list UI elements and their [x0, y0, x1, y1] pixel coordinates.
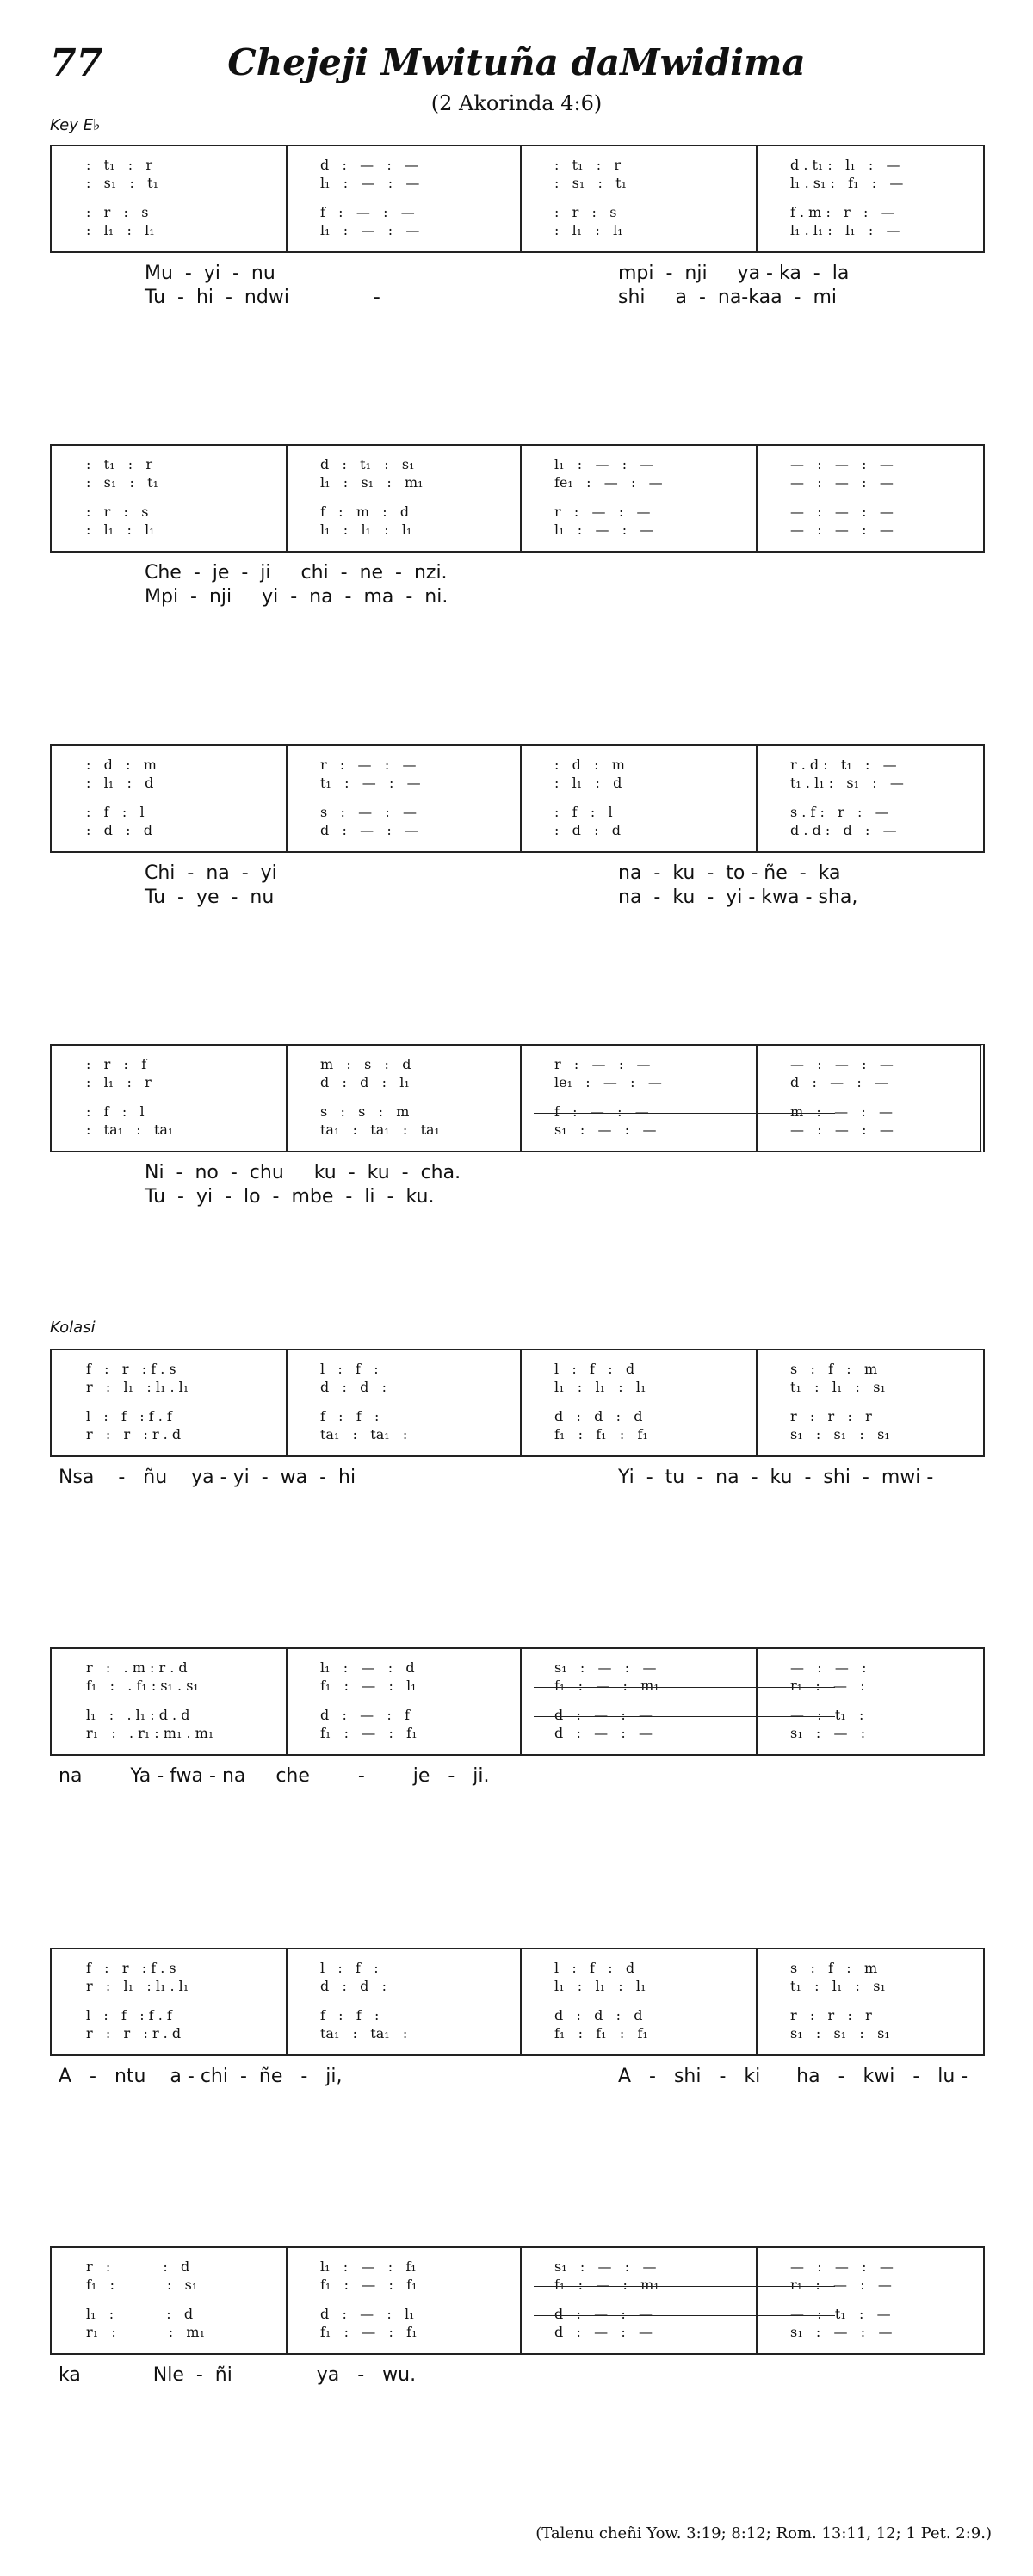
- voice-part-row: [52, 1426, 983, 1445]
- measure-notes: l₁ : — : —: [320, 222, 420, 238]
- voice-part-row: [52, 804, 983, 823]
- measure-notes: s₁ : s₁ : s₁: [790, 1426, 890, 1442]
- measure-notes: d : t₁ : s₁: [320, 456, 415, 473]
- measure-notes: r : r : r . d: [86, 1426, 182, 1442]
- measure-notes: l₁ : s₁ : m₁: [320, 474, 424, 491]
- voice-part-row: [52, 1978, 983, 1997]
- measure-notes: : d : m: [554, 757, 625, 773]
- lyric-text: Nsa - ñu ya - yi - wa - hi: [59, 1467, 356, 1488]
- lyric-text: na Ya - fwa - na che - je - ji.: [59, 1765, 490, 1787]
- lyric-text: na - ku - to - ñe - ka: [618, 862, 841, 884]
- voice-part-row: [52, 503, 983, 522]
- measure-notes: — : — :: [790, 1659, 867, 1676]
- measure-notes: d : d : d: [554, 1408, 643, 1424]
- measure-notes: l : f : f . f: [86, 1408, 172, 1424]
- measure-notes: s : — : —: [320, 804, 418, 820]
- voice-part-row: [52, 157, 983, 176]
- measure-notes: r : l₁ : l₁ . l₁: [86, 1978, 189, 1994]
- kolasi-label: Kolasi: [50, 1319, 96, 1337]
- measure-notes: d : — : —: [554, 2324, 653, 2340]
- measure-notes: f₁ : — : m₁: [554, 1677, 659, 1694]
- voice-part-row: [52, 456, 983, 475]
- measure-notes: — : — : —: [790, 1056, 894, 1072]
- measure-notes: t₁ : l₁ : s₁: [790, 1978, 886, 1994]
- staff-system-4: [50, 1044, 985, 1152]
- measure-notes: d : — : —: [554, 2306, 653, 2322]
- voice-part-row: [52, 757, 983, 775]
- voice-part-row: [52, 1408, 983, 1427]
- voice-part-row: [52, 1677, 983, 1696]
- measure-notes: d : — : —: [320, 822, 419, 838]
- voice-part-row: [52, 1960, 983, 1979]
- measure-notes: : s₁ : t₁: [86, 175, 159, 191]
- lyric-line: [50, 1765, 985, 1795]
- measure-notes: l : f : f . f: [86, 2007, 172, 2023]
- lyric-line: [50, 2066, 985, 2095]
- measure-notes: : r : f: [86, 1056, 147, 1072]
- voice-part-row: [52, 522, 983, 541]
- tie-line: [534, 1716, 835, 1717]
- voice-part-row: [52, 2258, 983, 2277]
- measure-notes: l₁ . s₁ : f₁ : —: [790, 175, 904, 191]
- measure-notes: d : — : f: [320, 1707, 410, 1723]
- measure-notes: l₁ : . l₁ : d . d: [86, 1707, 190, 1723]
- scripture-reference: (2 Akorinda 4:6): [430, 91, 603, 115]
- measure-notes: : f : l: [86, 804, 145, 820]
- measure-notes: s₁ : — :: [790, 1725, 866, 1741]
- measure-notes: r : r : r: [790, 2007, 872, 2023]
- staff-system-5: [50, 1349, 985, 1457]
- measure-notes: : l₁ : r: [86, 1074, 152, 1090]
- measure-notes: l₁ . l₁ : l₁ : —: [790, 222, 900, 238]
- measure-notes: : f : l: [554, 804, 613, 820]
- measure-notes: l : f :: [320, 1960, 379, 1976]
- staff-system-1: [50, 145, 985, 253]
- measure-notes: : s₁ : t₁: [554, 175, 628, 191]
- measure-notes: s : f : m: [790, 1361, 878, 1377]
- tie-line: [534, 1687, 835, 1688]
- measure-notes: r : r : r . d: [86, 2025, 182, 2042]
- measure-notes: f : f :: [320, 2007, 380, 2023]
- measure-notes: le₁ : — : —: [554, 1074, 662, 1090]
- voice-part-row: [52, 775, 983, 794]
- measure-notes: — : — : —: [790, 1121, 894, 1138]
- measure-notes: : t₁ : r: [554, 157, 622, 173]
- tie-line: [534, 2286, 835, 2287]
- measure-notes: — : t₁ : —: [790, 2306, 891, 2322]
- measure-notes: r : — : —: [320, 757, 417, 773]
- measure-notes: s₁ : — : —: [554, 1659, 657, 1676]
- voice-part-row: [52, 175, 983, 194]
- staff-system-2: [50, 444, 985, 553]
- measure-notes: : l₁ : d: [86, 775, 154, 791]
- voice-part-row: [52, 1725, 983, 1744]
- measure-notes: : d : d: [554, 822, 622, 838]
- measure-notes: d : — : —: [790, 1074, 889, 1090]
- tie-line: [534, 2315, 835, 2316]
- measure-notes: f : f :: [320, 1408, 380, 1424]
- measure-notes: s₁ : — : —: [790, 2324, 893, 2340]
- measure-notes: : r : s: [86, 503, 149, 520]
- staff-system-8: [50, 2246, 985, 2355]
- measure-notes: t₁ : — : —: [320, 775, 421, 791]
- measure-notes: d . d : d : —: [790, 822, 897, 838]
- measure-notes: — : — : —: [790, 503, 894, 520]
- voice-part-row: [52, 222, 983, 241]
- measure-notes: : d : d: [86, 822, 153, 838]
- measure-notes: l₁ : l₁ : l₁: [320, 522, 412, 538]
- measure-notes: r . d : t₁ : —: [790, 757, 897, 773]
- measure-notes: f₁ : f₁ : f₁: [554, 2025, 648, 2042]
- voice-part-row: [52, 1361, 983, 1380]
- measure-notes: s . f : r : —: [790, 804, 889, 820]
- measure-notes: d . t₁ : l₁ : —: [790, 157, 900, 173]
- voice-part-row: [52, 1707, 983, 1726]
- measure-notes: r : r : r: [790, 1408, 872, 1424]
- lyric-text: Yi - tu - na - ku - shi - mwi -: [618, 1467, 934, 1488]
- measure-notes: : s₁ : t₁: [86, 474, 159, 491]
- lyric-line: [50, 2364, 985, 2394]
- measure-notes: s : f : m: [790, 1960, 878, 1976]
- measure-notes: fe₁ : — : —: [554, 474, 663, 491]
- lyric-text: mpi - nji ya - ka - la: [618, 263, 850, 284]
- measure-notes: f₁ : . f₁ : s₁ . s₁: [86, 1677, 199, 1694]
- measure-notes: l₁ : — : f₁: [320, 2258, 417, 2275]
- lyric-line: [50, 287, 985, 316]
- measure-notes: r : — : —: [554, 503, 651, 520]
- measure-notes: l₁ : : d: [86, 2306, 194, 2322]
- measure-notes: r₁ : — :: [790, 1677, 865, 1694]
- measure-notes: f₁ : — : l₁: [320, 1677, 417, 1694]
- measure-notes: r : l₁ : l₁ . l₁: [86, 1379, 189, 1395]
- measure-notes: f₁ : — : f₁: [320, 1725, 418, 1741]
- measure-notes: l₁ : l₁ : l₁: [554, 1978, 646, 1994]
- measure-notes: : t₁ : r: [86, 456, 153, 473]
- measure-notes: l : f : d: [554, 1960, 635, 1976]
- staff-system-7: [50, 1948, 985, 2056]
- lyric-line: [50, 1186, 985, 1215]
- measure-notes: f₁ : — : f₁: [320, 2276, 418, 2293]
- measure-notes: : d : m: [86, 757, 157, 773]
- measure-notes: : t₁ : r: [86, 157, 153, 173]
- measure-notes: l₁ : — : —: [320, 175, 420, 191]
- measure-notes: s₁ : — : —: [554, 1121, 657, 1138]
- measure-notes: r₁ : . r₁ : m₁ . m₁: [86, 1725, 214, 1741]
- measure-notes: l : f : d: [554, 1361, 635, 1377]
- voice-part-row: [52, 1056, 980, 1075]
- measure-notes: d : d : d: [554, 2007, 643, 2023]
- voice-part-row: [52, 1103, 980, 1122]
- measure-notes: f : r : f . s: [86, 1960, 176, 1976]
- measure-notes: r₁ : : m₁: [86, 2324, 205, 2340]
- measure-notes: ta₁ : ta₁ :: [320, 2025, 408, 2042]
- measure-notes: d : d : l₁: [320, 1074, 410, 1090]
- measure-notes: : l₁ : l₁: [86, 222, 155, 238]
- voice-part-row: [52, 1074, 980, 1093]
- measure-notes: — : — : —: [790, 474, 894, 491]
- voice-part-row: [52, 2324, 983, 2343]
- lyric-text: Mu - yi - nu: [145, 263, 275, 284]
- measure-notes: ta₁ : ta₁ :: [320, 1426, 408, 1442]
- measure-notes: r₁ : — : —: [790, 2276, 892, 2293]
- measure-notes: f₁ : — : f₁: [320, 2324, 418, 2340]
- measure-notes: f : — : —: [320, 204, 415, 220]
- hymn-number: 77: [50, 41, 103, 85]
- measure-notes: — : t₁ :: [790, 1707, 864, 1723]
- measure-notes: d : d :: [320, 1379, 387, 1395]
- measure-notes: : l₁ : l₁: [554, 222, 623, 238]
- page-title: Chejeji Mwituña daMwidima: [227, 41, 806, 83]
- lyric-text: Tu - yi - lo - mbe - li - ku.: [145, 1186, 435, 1208]
- measure-notes: s₁ : s₁ : s₁: [790, 2025, 890, 2042]
- measure-notes: d : — : —: [554, 1707, 653, 1723]
- lyric-line: [50, 1467, 985, 1496]
- measure-notes: t₁ . l₁ : s₁ : —: [790, 775, 904, 791]
- measure-notes: : r : s: [86, 204, 149, 220]
- measure-notes: l₁ : — : d: [320, 1659, 415, 1676]
- measure-notes: f₁ : f₁ : f₁: [554, 1426, 648, 1442]
- measure-notes: f : — : —: [554, 1103, 649, 1120]
- measure-notes: : f : l: [86, 1103, 145, 1120]
- lyric-text: Ni - no - chu ku - ku - cha.: [145, 1162, 461, 1183]
- lyric-line: [50, 586, 985, 615]
- voice-part-row: [52, 2025, 983, 2044]
- measure-notes: s₁ : — : —: [554, 2258, 657, 2275]
- measure-notes: l₁ : — : —: [554, 522, 654, 538]
- measure-notes: f₁ : — : m₁: [554, 2276, 659, 2293]
- measure-notes: f : r : f . s: [86, 1361, 176, 1377]
- lyric-text: Tu - ye - nu: [145, 886, 275, 908]
- footnote: (Talenu cheñi Yow. 3:19; 8:12; Rom. 13:11, 12; 1 Pet. 2:9.): [535, 2524, 992, 2542]
- measure-notes: s : s : m: [320, 1103, 410, 1120]
- voice-part-row: [52, 474, 983, 493]
- measure-notes: ta₁ : ta₁ : ta₁: [320, 1121, 440, 1138]
- tie-line: [534, 1113, 835, 1114]
- measure-notes: r : — : —: [554, 1056, 651, 1072]
- measure-notes: m : s : d: [320, 1056, 411, 1072]
- voice-part-row: [52, 204, 983, 223]
- voice-part-row: [52, 2276, 983, 2295]
- measure-notes: d : — : —: [320, 157, 419, 173]
- voice-part-row: [52, 1379, 983, 1398]
- staff-system-3: [50, 744, 985, 853]
- lyric-text: A - shi - ki ha - kwi - lu -: [618, 2066, 968, 2087]
- staff-system-6: [50, 1647, 985, 1756]
- lyric-text: shi a - na-kaa - mi: [618, 287, 838, 308]
- lyric-text: A - ntu a - chi - ñe - ji,: [59, 2066, 343, 2087]
- measure-notes: : ta₁ : ta₁: [86, 1121, 174, 1138]
- measure-notes: f . m : r : —: [790, 204, 895, 220]
- voice-part-row: [52, 2007, 983, 2026]
- lyric-text: Tu - hi - ndwi -: [145, 287, 380, 308]
- lyric-text: Che - je - ji chi - ne - nzi.: [145, 562, 448, 584]
- measure-notes: : l₁ : d: [554, 775, 622, 791]
- measure-notes: d : — : l₁: [320, 2306, 415, 2322]
- lyric-text: Chi - na - yi: [145, 862, 277, 884]
- voice-part-row: [52, 1121, 980, 1140]
- measure-notes: : r : s: [554, 204, 617, 220]
- lyric-text: Mpi - nji yi - na - ma - ni.: [145, 586, 448, 608]
- lyric-line: [50, 886, 985, 916]
- measure-notes: : l₁ : l₁: [86, 522, 155, 538]
- measure-notes: l : f :: [320, 1361, 379, 1377]
- voice-part-row: [52, 2306, 983, 2325]
- measure-notes: — : — : —: [790, 522, 894, 538]
- measure-notes: f₁ : : s₁: [86, 2276, 198, 2293]
- measure-notes: m : — : —: [790, 1103, 893, 1120]
- voice-part-row: [52, 822, 983, 841]
- measure-notes: d : — : —: [554, 1725, 653, 1741]
- measure-notes: l₁ : l₁ : l₁: [554, 1379, 646, 1395]
- lyric-text: ka Nle - ñi ya - wu.: [59, 2364, 417, 2386]
- measure-notes: — : — : —: [790, 456, 894, 473]
- measure-notes: t₁ : l₁ : s₁: [790, 1379, 886, 1395]
- measure-notes: r : : d: [86, 2258, 190, 2275]
- measure-notes: r : . m : r . d: [86, 1659, 188, 1676]
- measure-notes: d : d :: [320, 1978, 387, 1994]
- lyric-text: na - ku - yi - kwa - sha,: [618, 886, 858, 908]
- measure-notes: — : — : —: [790, 2258, 894, 2275]
- measure-notes: l₁ : — : —: [554, 456, 654, 473]
- voice-part-row: [52, 1659, 983, 1678]
- measure-notes: f : m : d: [320, 503, 410, 520]
- key-signature: Key E♭: [50, 116, 101, 134]
